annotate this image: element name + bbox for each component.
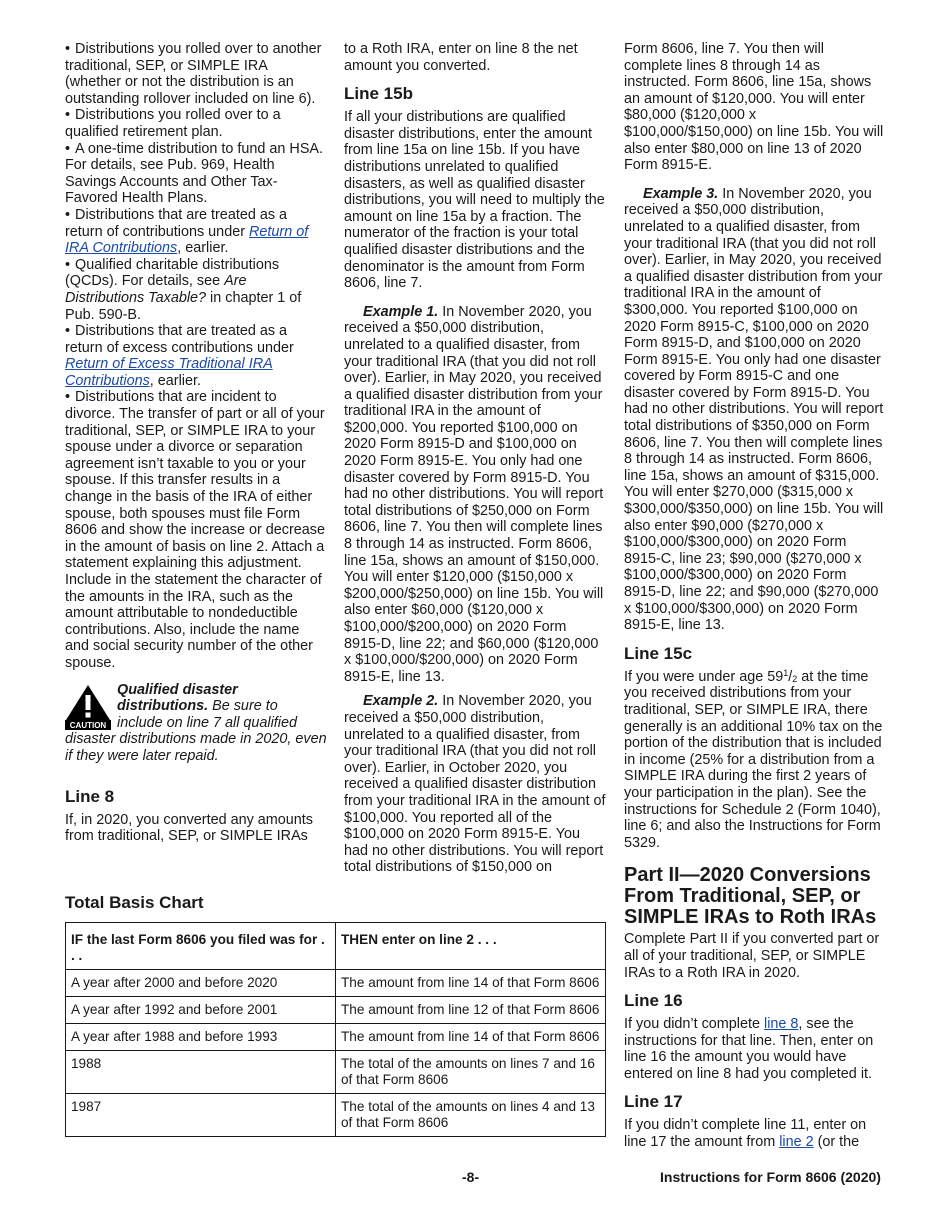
part2-heading: Part II—2020 Conversions From Traditional, SEP, or SIMPLE IRAs to Roth IRAs xyxy=(624,864,877,929)
row-then: The total of the amounts on lines 4 and 13 of that Form 8606 xyxy=(336,1094,606,1137)
row-if: A year after 1992 and before 2001 xyxy=(66,997,336,1024)
bullet-qcds: • Qualified charitable distributions (QCDs). For details, see Are Distributions Taxable? in chapter 1 of Pub. 590-B. xyxy=(65,257,327,323)
line8-continued-text: to a Roth IRA, enter on line 8 the net amount you converted. xyxy=(344,41,578,74)
line15b-text: If all your distributions are qualified disaster distributions, enter the amount from line 15a on line 15b. If you have distributions unrelated to qualified disasters, as well as qualified disaster distributions, you will need to multiply the amount on line 15a by a fraction. The numerator of the fraction is your total qualified disaster distributions and the denominator is the amount from Form 8606, line 7. xyxy=(344,109,605,292)
row-then: The amount from line 14 of that Form 8606 xyxy=(336,1024,606,1051)
bullet-return-of-contributions: • Distributions that are treated as a return of contributions under Return of IRA Contributions, earlier. xyxy=(65,207,327,257)
right-column xyxy=(624,41,886,1151)
row-then: The amount from line 14 of that Form 8606 xyxy=(336,970,606,997)
example2-continued-text: Form 8606, line 7. You then will complete lines 8 through 14 as instructed. Form 8606, line 15a, shows an amount of $120,000. You will enter $80,000 ($120,000 x $100,000/$150,000) on line 15b. You will also enter $80,000 on line 13 of 2020 Form 8915-E. xyxy=(624,41,884,174)
line16-text: If you didn’t complete line 8, see the instructions for that line. Then, enter on line 16 the amount you would have entered on line 8 had you completed it. xyxy=(624,1016,874,1082)
header-then: THEN enter on line 2 . . . xyxy=(336,923,606,970)
line15c-text: If you were under age $59^1/_2$ at the time you received distributions from your traditional, SEP, or SIMPLE IRA, there generally is an additional 10% tax on the portion of the distribution that is included in income (25% for a distribution from a SIMPLE IRA during the first 2 years of your participation in the plan). See the instructions for Schedule 2 (Form 1040), line 6; and also the Instructions for Form 5329. xyxy=(624,667,883,851)
line15b-heading: Line 15b xyxy=(344,84,413,104)
line8-heading: Line 8 xyxy=(65,786,115,806)
table-row xyxy=(66,1051,606,1094)
caution-body: Be sure to include on line 7 all qualified disaster distributions made in 2020, even if they were later repaid. xyxy=(65,698,327,764)
middle-column xyxy=(344,41,606,876)
table-row xyxy=(66,1094,606,1137)
row-if: A year after 1988 and before 1993 xyxy=(66,1024,336,1051)
bullet-rolled-over-plan: • Distributions you rolled over to a qualified retirement plan. xyxy=(65,107,327,140)
left-column xyxy=(65,41,327,845)
line15c-heading: Line 15c xyxy=(624,643,693,663)
table-row xyxy=(66,970,606,997)
header-if: IF the last Form 8606 you filed was for . . . xyxy=(66,923,336,970)
return-of-excess-contributions-link[interactable]: Return of Excess Traditional IRA Contributions xyxy=(65,356,273,389)
example3: Example 3. In November 2020, you received a $50,000 distribution, unrelated to a qualified disaster, from your traditional IRA (that you did not roll over). Earlier, in May 2020, you received a qualified disaster distribution from your traditional IRA in the amount of $300,000. You reported $100,000 on 2020 Form 8915-C, $100,000 on 2020 Form 8915-D, and $100,000 on 2020 Form 8915-E. You only had one disaster covered by Form 8915-C and one disaster covered by Form 8915-D. You had no other distributions. You will report total distributions of $350,000 on Form 8606, line 7. You then will complete lines 8 through 14 as instructed. Form 8606, line 15a, shows an amount of $315,000. You will enter $270,000 ($315,000 x $300,000/$350,000) on line 15b. You will also enter $90,000 ($270,000 x $100,000/$300,000) on 2020 Form 8915-C, line 23; $90,000 ($270,000 x $100,000/$300,000) on 2020 Form 8915-D, line 22; and $90,000 ($270,000 x $100,000/$300,000) on 2020 Form 8915-E, line 13. xyxy=(624,185,884,634)
caution-note xyxy=(65,682,327,765)
line8-link[interactable]: line 8 xyxy=(764,1016,799,1033)
row-then: The total of the amounts on lines 7 and 16 of that Form 8606 xyxy=(336,1051,606,1094)
return-of-ira-contributions-link[interactable]: Return of IRA Contributions xyxy=(65,223,309,257)
line17-heading: Line 17 xyxy=(624,1092,683,1112)
line16-heading: Line 16 xyxy=(624,991,683,1011)
bullet-excess-contributions: • Distributions that are treated as a return of excess contributions under Return of Excess Traditional IRA Contributions, earlier. xyxy=(65,323,327,389)
line17-text: If you didn’t complete line 11, enter on line 17 the amount from line 2 (or the xyxy=(624,1117,867,1151)
caution-warning-icon xyxy=(65,684,111,730)
example2: Example 2. In November 2020, you received a $50,000 distribution, unrelated to a qualified disaster, from your traditional IRA (that you did not roll over). Earlier, in October 2020, you received a qualified disaster distribution from your traditional IRA in the amount of $100,000. You reported all of the $100,000 on 2020 Form 8915-E. You had no other distributions. You will report total distributions of $150,000 on xyxy=(344,693,606,876)
row-if: A year after 2000 and before 2020 xyxy=(66,970,336,997)
bullet-divorce: • Distributions that are incident to divorce. The transfer of part or all of your traditional, SEP, or SIMPLE IRA to your spouse under a divorce or separation agreement isn’t taxable to you or your spouse. If this transfer results in a change in the basis of the IRA of either spouse, both spouses must file Form 8606 and show the increase or decrease in the amount of basis on line 2. Attach a statement explaining this adjustment. Include in the statement the character of the amounts in the IRA, such as the amount attributable to nondeductible contributions. Also, include the name and social security number of the other spouse. xyxy=(65,389,327,671)
total-basis-chart-table xyxy=(65,922,606,1137)
total-basis-chart-title: Total Basis Chart xyxy=(65,893,204,912)
part2-text: Complete Part II if you converted part or all of your traditional, SEP, or SIMPLE IRAs to a Roth IRA in 2020. xyxy=(624,931,880,981)
row-if: 1988 xyxy=(66,1051,336,1094)
bullet-hsa: • A one-time distribution to fund an HSA. For details, see Pub. 969, Health Savings Accounts and Other Tax-Favored Health Plans. xyxy=(65,141,327,207)
row-if: 1987 xyxy=(66,1094,336,1137)
footer-document-title: Instructions for Form 8606 (2020) xyxy=(660,1169,881,1185)
page-number: -8- xyxy=(462,1169,480,1185)
bullet-rolled-over-ira: • Distributions you rolled over to another traditional, SEP, or SIMPLE IRA (whether or not the distribution is an outstanding rollover included on line 6). xyxy=(65,41,327,107)
table-row xyxy=(66,1024,606,1051)
row-then: The amount from line 12 of that Form 8606 xyxy=(336,997,606,1024)
caution-heading: Qualified disaster distributions. xyxy=(117,681,238,715)
table-header-row xyxy=(66,923,606,970)
line2-link[interactable]: line 2 xyxy=(779,1134,814,1151)
table-row xyxy=(66,997,606,1024)
caution-label: CAUTION xyxy=(69,720,107,730)
line8-text: If, in 2020, you converted any amounts from traditional, SEP, or SIMPLE IRAs xyxy=(65,811,313,845)
example1: Example 1. In November 2020, you received a $50,000 distribution, unrelated to a qualified disaster, from your traditional IRA (that you did not roll over). Earlier, in May 2020, you received a qualified disaster distribution from your traditional IRA in the amount of $200,000. You reported $100,000 on 2020 Form 8915-D and $100,000 on 2020 Form 8915-E. You only had one disaster covered by Form 8915-D. You had no other distributions. You will report total distributions of $250,000 on Form 8606, line 7. You then will complete lines 8 through 14 as instructed. Form 8606, line 15a, shows an amount of $150,000. You will enter $120,000 ($150,000 x $200,000/$250,000) on line 15b. You will also enter $60,000 ($120,000 x $100,000/$200,000) on 2020 Form 8915-D, line 22; and $60,000 ($120,000 x $100,000/$200,000) on 2020 Form 8915-E, line 13. xyxy=(344,303,604,685)
